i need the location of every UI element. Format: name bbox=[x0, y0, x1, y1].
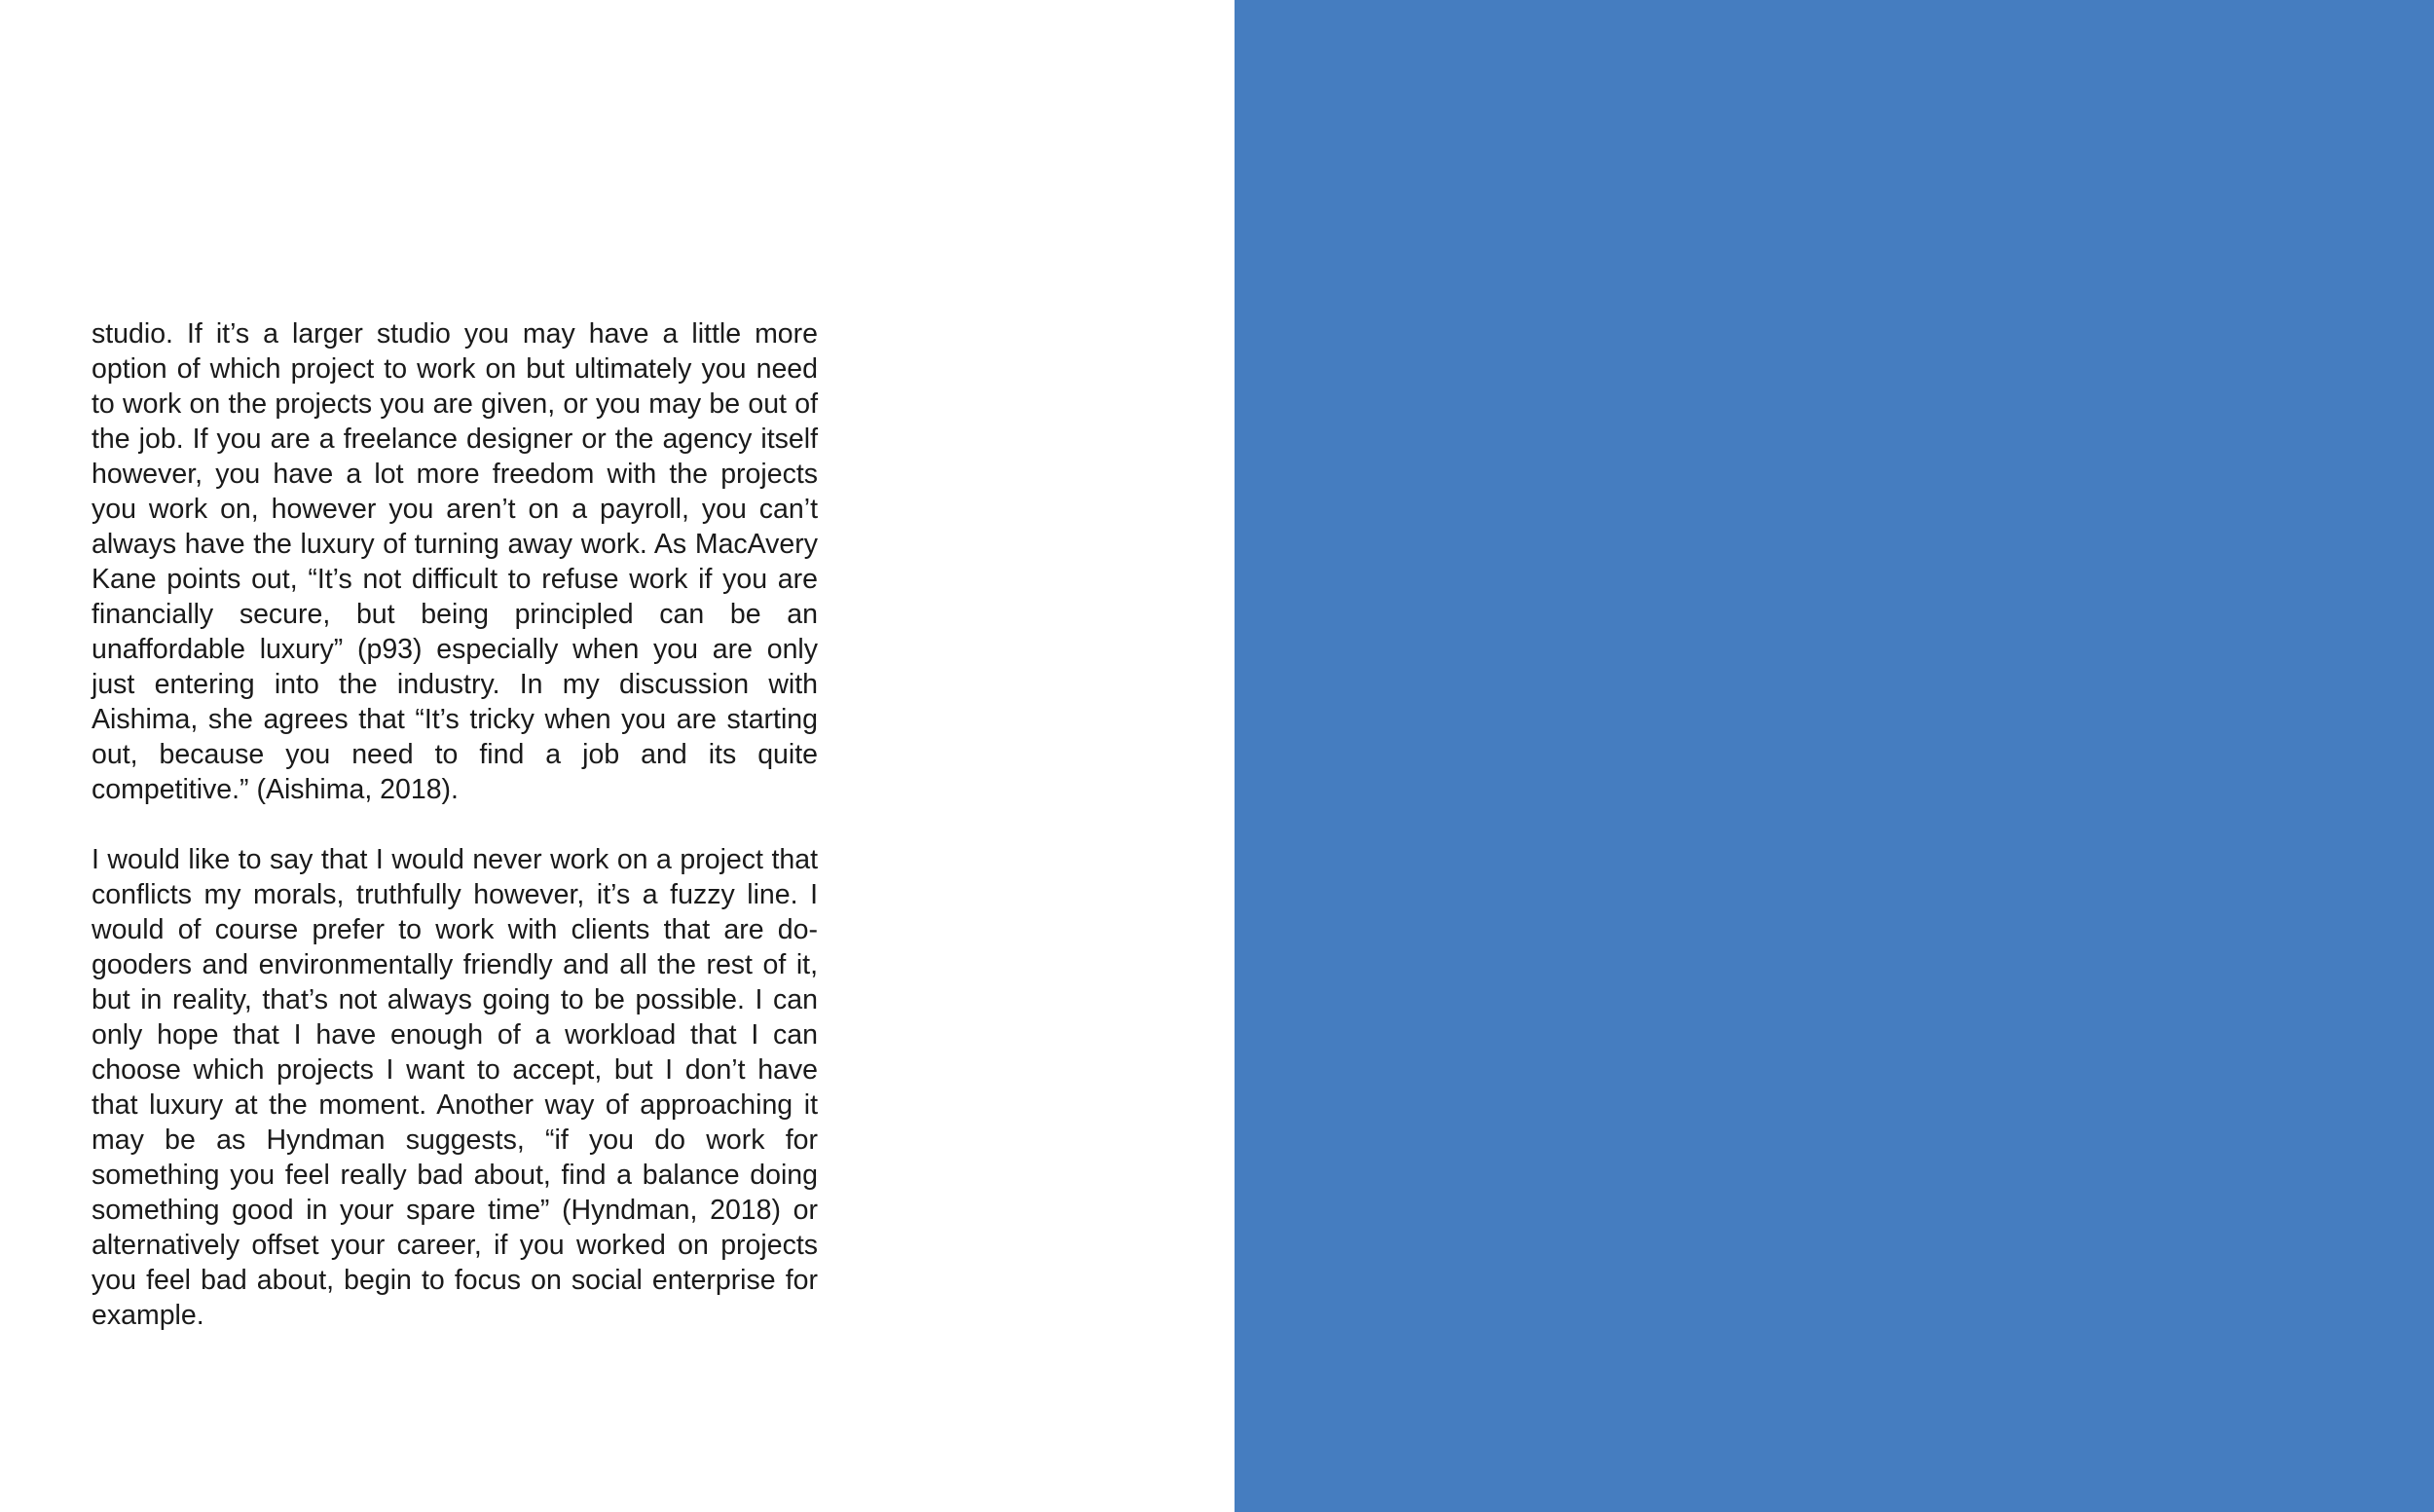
body-paragraph-1: studio. If it’s a larger studio you may have a little more option of which project to work on but ultimately you need to work on the projects you are given, or you may be out of the job. If you are a freelance designer or the agency itself however, you have a lot more freedom with the projects you work on, however you aren’t on a payroll, you can’t always have the luxury of turning away work. As MacAvery Kane points out, “It’s not difficult to refuse work if you are financially secure, but being principled can be an unaffordable luxury” (p93) especially when you are only just entering into the industry. In my discussion with Aishima, she agrees that “It’s tricky when you are starting out, because you need to find a job and its quite competitive.” (Aishima, 2018). bbox=[92, 318, 818, 805]
body-text-column bbox=[92, 316, 818, 1333]
right-page-color-block bbox=[1235, 0, 2434, 1512]
body-paragraph-2: I would like to say that I would never work on a project that conflicts my morals, truthfully however, it’s a fuzzy line. I would of course prefer to work with clients that are do-gooders and environmentally friendly and all the rest of it, but in reality, that’s not always going to be possible. I can only hope that I have enough of a workload that I can choose which projects I want to accept, but I don’t have that luxury at the moment. Another way of approaching it may be as Hyndman suggests, “if you do work for something you feel really bad about, find a balance doing something good in your spare time” (Hyndman, 2018) or alternatively offset your career, if you worked on projects you feel bad about, begin to focus on social enterprise for example. bbox=[92, 844, 818, 1331]
